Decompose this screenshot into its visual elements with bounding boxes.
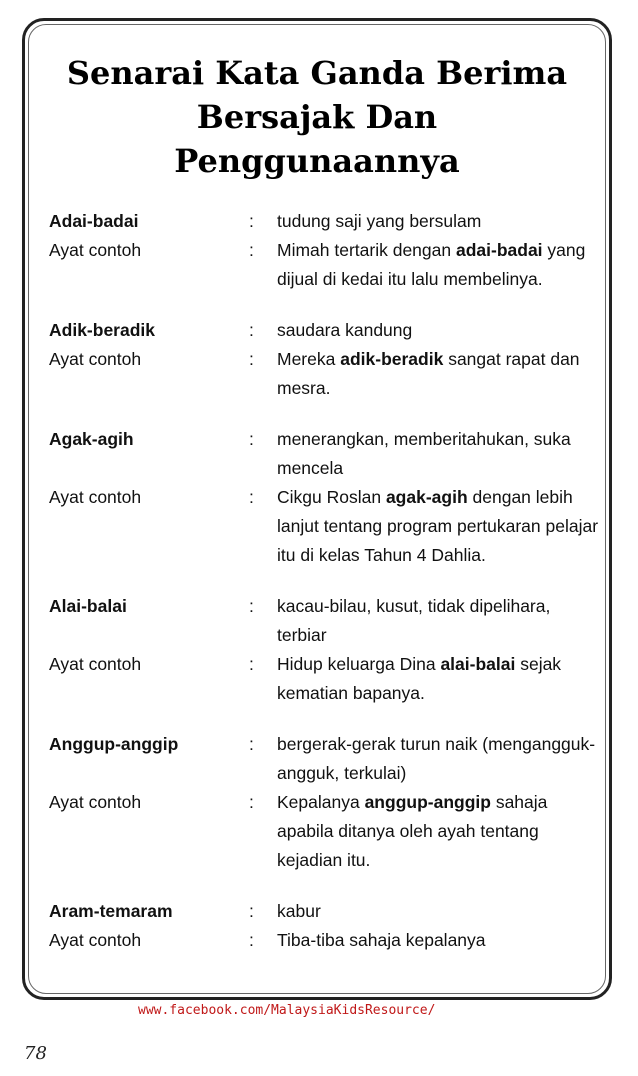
example-highlight-word: alai-balai (440, 654, 516, 674)
word-row (49, 425, 599, 483)
word-entry (49, 425, 599, 570)
page-number: 78 (24, 1043, 47, 1064)
word-meaning: menerangkan, memberitahukan, suka mencela (277, 429, 571, 478)
example-row (49, 483, 599, 570)
word-row (49, 592, 599, 650)
word-entry (49, 207, 599, 294)
colon: : (249, 901, 254, 921)
word-entry (49, 730, 599, 875)
example-highlight-word: agak-agih (385, 487, 468, 507)
page-frame (22, 18, 612, 1000)
example-label: Ayat contoh (49, 349, 142, 369)
word-meaning: tudung saji yang bersulam (277, 211, 482, 231)
example-label: Ayat contoh (49, 240, 142, 260)
example-row (49, 926, 599, 955)
word-term: Alai-balai (49, 596, 127, 616)
word-meaning: kacau-bilau, kusut, tidak dipelihara, terbiar (277, 596, 551, 645)
example-text-after: sangat rapat dan mesra. (277, 349, 580, 398)
word-entry (49, 316, 599, 403)
word-row (49, 207, 599, 236)
footer-url: www.facebook.com/MalaysiaKidsResource/ (138, 1003, 436, 1018)
word-term: Adai-badai (49, 211, 139, 231)
word-row (49, 897, 599, 926)
example-sentence (277, 236, 599, 294)
example-sentence (277, 788, 599, 875)
example-text-before: Tiba-tiba sahaja kepalanya (277, 930, 486, 950)
word-list (49, 207, 599, 977)
example-row (49, 236, 599, 294)
example-sentence (277, 650, 599, 708)
colon: : (249, 487, 254, 507)
example-text-before: Mereka (277, 349, 341, 369)
word-meaning: kabur (277, 901, 321, 921)
example-label: Ayat contoh (49, 930, 142, 950)
example-text-after: sejak kematian bapanya. (277, 654, 562, 703)
word-term: Anggup-anggip (49, 734, 179, 754)
word-row (49, 316, 599, 345)
colon: : (249, 429, 254, 449)
example-text-after: dengan lebih lanjut tentang program pertukaran pelajar itu di kelas Tahun 4 Dahlia. (277, 487, 599, 565)
title-line-1: Senarai Kata Ganda Berima (66, 54, 568, 92)
colon: : (249, 320, 254, 340)
example-sentence (277, 483, 599, 570)
word-meaning: saudara kandung (277, 320, 413, 340)
word-term: Agak-agih (49, 429, 134, 449)
example-label: Ayat contoh (49, 654, 142, 674)
word-meaning: bergerak-gerak turun naik (mengangguk-angguk, terkulai) (277, 734, 596, 783)
example-text-after: sahaja apabila ditanya oleh ayah tentang kejadian itu. (277, 792, 548, 870)
example-row (49, 788, 599, 875)
colon: : (249, 930, 254, 950)
example-label: Ayat contoh (49, 487, 142, 507)
example-text-before: Hidup keluarga Dina (277, 654, 441, 674)
title-line-2: Bersajak Dan (196, 98, 438, 136)
example-sentence (277, 926, 599, 955)
colon: : (249, 792, 254, 812)
example-row (49, 345, 599, 403)
example-row (49, 650, 599, 708)
example-highlight-word: adai-badai (455, 240, 543, 260)
example-highlight-word: adik-beradik (340, 349, 444, 369)
colon: : (249, 734, 254, 754)
example-text-after: yang dijual di kedai itu lalu membelinya. (277, 240, 586, 289)
example-sentence (277, 345, 599, 403)
word-term: Adik-beradik (49, 320, 155, 340)
page-title (25, 51, 609, 183)
example-text-before: Mimah tertarik dengan (277, 240, 456, 260)
example-text-before: Kepalanya (277, 792, 365, 812)
word-row (49, 730, 599, 788)
colon: : (249, 211, 254, 231)
colon: : (249, 349, 254, 369)
example-text-before: Cikgu Roslan (277, 487, 386, 507)
word-term: Aram-temaram (49, 901, 173, 921)
word-entry (49, 897, 599, 955)
example-highlight-word: anggup-anggip (364, 792, 491, 812)
colon: : (249, 654, 254, 674)
colon: : (249, 240, 254, 260)
colon: : (249, 596, 254, 616)
word-entry (49, 592, 599, 708)
title-line-3: Penggunaannya (174, 142, 460, 180)
example-label: Ayat contoh (49, 792, 142, 812)
